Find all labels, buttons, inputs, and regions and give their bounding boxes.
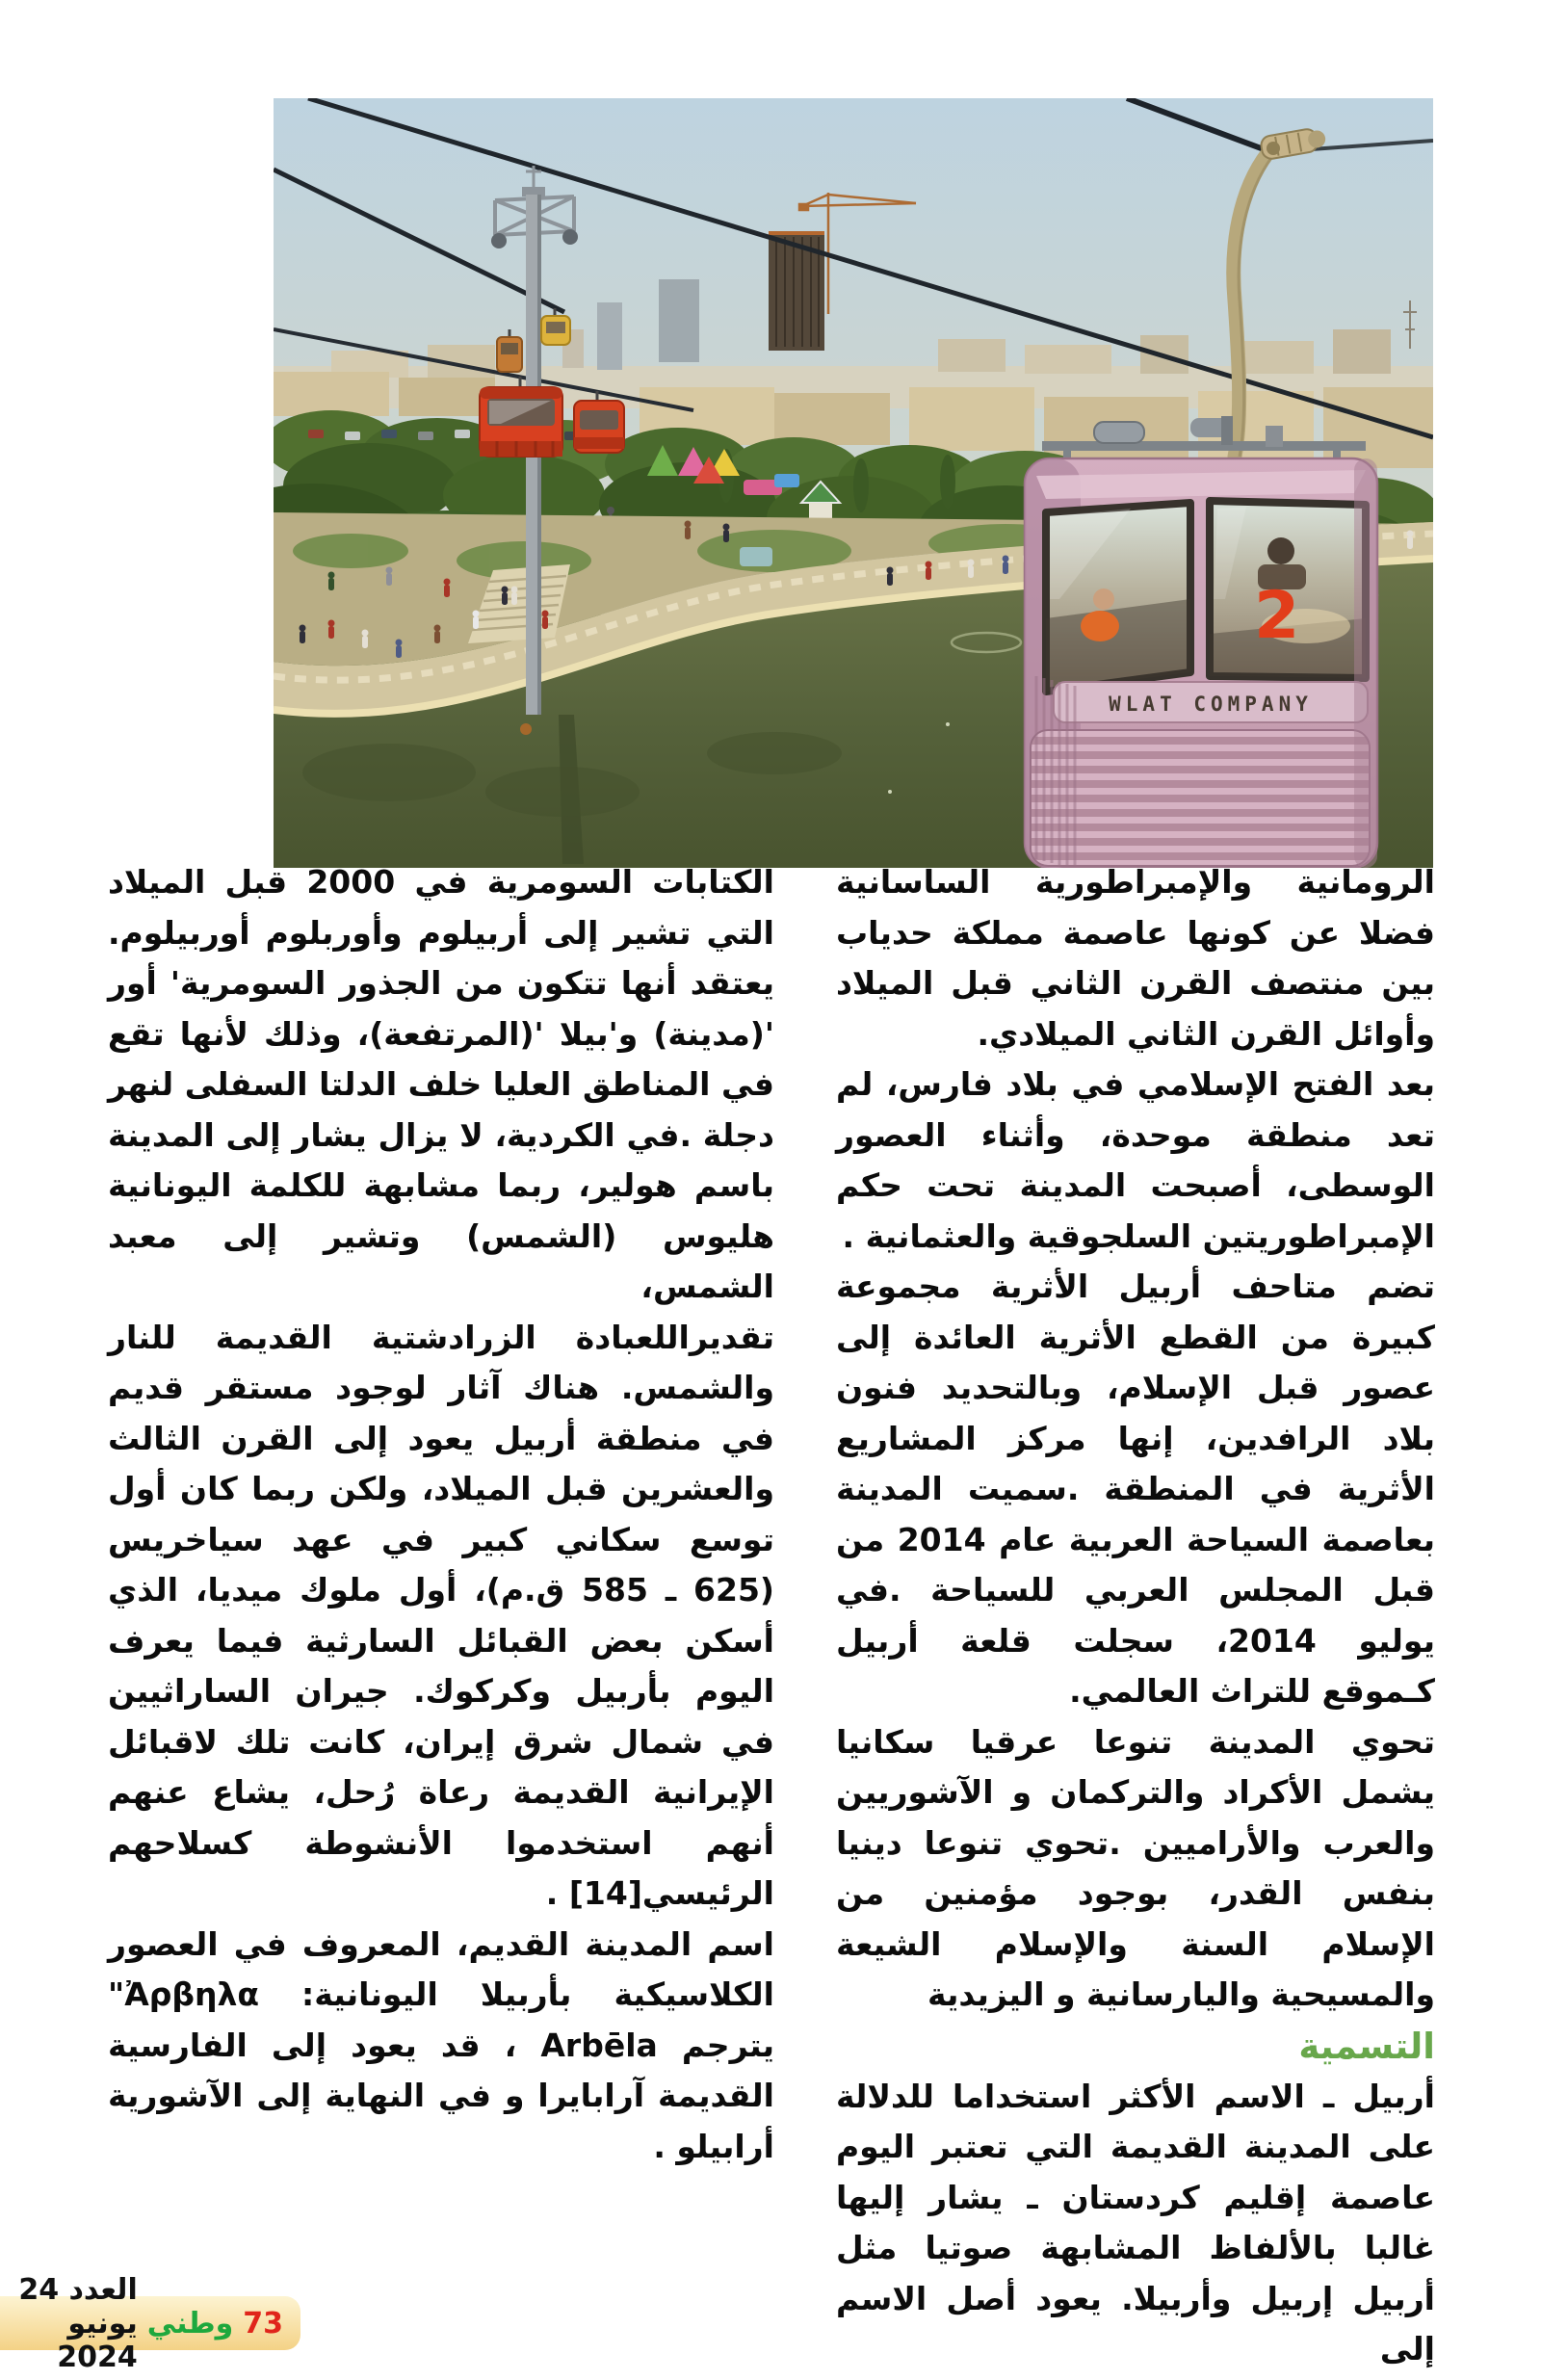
cabin-number: 2 bbox=[1254, 578, 1300, 654]
article-photo bbox=[274, 98, 1433, 868]
article-column-left bbox=[108, 857, 774, 2172]
paragraph: الكتابات السومرية في 2000 قبل الميلاد التي تشير إلى أربيلوم وأوربلوم أوربيلوم. يعتقد أنها تتكون من الجذور السومرية' أور '(مدينة) و'بيلا '(المرتفعة)، وذلك لأنها تقع في المناطق العليا خلف الدلتا السفلى لنهر دجلة .في الكردية، لا يزال يشار إلى المدينة باسم هولير، ربما مشابهة للكلمة اليونانية هليوس (الشمس) وتشير إلى معبد الشمس، bbox=[108, 863, 774, 1305]
magazine-name: وطني bbox=[146, 2306, 234, 2341]
passenger-left bbox=[1093, 588, 1114, 610]
paragraph: الرومانية والإمبراطورية الساسانية فضلا عن كونها عاصمة مملكة حدياب بين منتصف القرن الثاني قبل الميلاد وأوائل القرن الثاني الميلادي. bbox=[836, 863, 1435, 1053]
paragraph: بعد الفتح الإسلامي في بلاد فارس، لم تعد منطقة موحدة، وأثناء العصور الوسطى، أصبحت المدينة تحت حكم الإمبراطوريتين السلجوقية والعثمانية . bbox=[836, 1065, 1435, 1255]
passenger-right bbox=[1267, 537, 1294, 564]
cable-car-photo-illustration bbox=[274, 98, 1433, 868]
page-number: 73 bbox=[243, 2306, 283, 2341]
article-column-right bbox=[836, 857, 1435, 2375]
paragraph: تقديراللعبادة الزرادشتية القديمة للنار والشمس. هناك آثار لوجود مستقر قديم في منطقة أربيل يعود إلى القرن الثالث والعشرين قبل الميلاد، ولكن ربما كان أول توسع سكاني كبير في عهد سياخريس (625 ـ 585 ق.م)، أول ملوك ميديا، الذي أسكن بعض القبائل السارثية فيما يعرف اليوم بأربيل وكركوك. جيران الساراثيين في شمال شرق إيران، كانت تلك لاقبائل الإيرانية القديمة رعاة رُحل، يشاع عنهم أنهم استخدموا الأنشوطة كسلاحهم الرئيسي[14] . bbox=[108, 1318, 775, 1912]
paragraph: اسم المدينة القديم، المعروف في العصور الكلاسيكية بأربيلا اليونانية: Ἀρβηλα" يترجم Arbēla ، قد يعود إلى الفارسية القديمة آرابايرا و في النهاية إلى الآشورية أرابيلو . bbox=[108, 1924, 774, 2165]
paragraph: تحوي المدينة تنوعا عرقيا سكانيا يشمل الأكراد والتركمان و الآشوريين والعرب والأراميين .تحوي تنوعا دينيا بنفس القدر، بوجود مؤمنين من الإسلام السنة والإسلام الشيعة والمسيحية واليارسانية و اليزيدية bbox=[836, 1722, 1435, 2013]
cabin-plate-label: WLAT COMPANY bbox=[1109, 693, 1313, 716]
section-heading-naming: التسمية bbox=[1298, 2025, 1435, 2067]
paragraph: أربيل ـ الاسم الأكثر استخداما للدلالة على المدينة القديمة التي تعتبر اليوم عاصمة إقليم كردستان ـ يشار إليها غالبا بالألفاظ المشابهة صوتيا مثل أربيل إربيل وأربيلا. يعود أصل الاسم إلى bbox=[836, 2077, 1435, 2367]
blue-kiosk bbox=[740, 547, 772, 566]
issue-label: العدد 24 يونيو 2024 bbox=[18, 2272, 138, 2374]
page-footer-bar bbox=[0, 2272, 300, 2374]
paragraph: تضم متاحف أربيل الأثرية مجموعة كبيرة من القطع الأثرية العائدة إلى عصور قبل الإسلام، وبالتحديد فنون بلاد الرافدين، إنها مركز المشاريع الأثرية في المنطقة .سميت المدينة بعاصمة السياحة العربية عام 2014 من قبل المجلس العربي للسياحة .في يوليو 2014، سجلت قلعة أربيل كـموقع للتراث العالمي. bbox=[836, 1268, 1435, 1710]
cabin-louvres bbox=[1031, 730, 1370, 866]
red-gondola-2 bbox=[574, 391, 624, 453]
red-gondola-1 bbox=[480, 377, 562, 457]
